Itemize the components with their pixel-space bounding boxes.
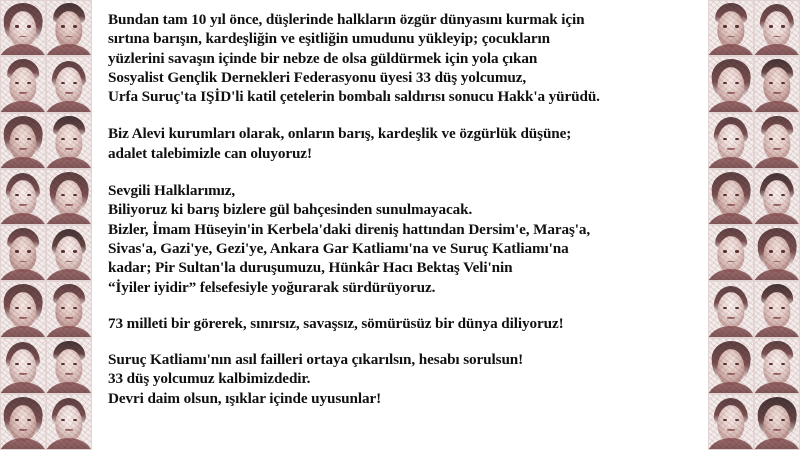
paragraph-1-line-4: Sosyalist Gençlik Dernekleri Federasyonu üyesi 33 düş yolcumuz, <box>108 68 527 86</box>
sketch-texture <box>709 170 753 224</box>
sketch-texture <box>1 114 45 168</box>
portrait-row <box>0 338 92 394</box>
portrait-thumbnail <box>708 169 754 225</box>
statement-text <box>92 0 708 450</box>
paragraph-1-line-3: yüzlerini savaşın içinde bir nebze de olsa güldürmek için yola çıkan <box>108 49 538 67</box>
portrait-row <box>0 56 92 112</box>
portrait-thumbnail <box>46 56 92 112</box>
portrait-thumbnail <box>46 394 92 450</box>
portrait-column-right <box>708 0 800 450</box>
sketch-texture <box>47 395 91 449</box>
portrait-thumbnail <box>708 0 754 56</box>
sketch-texture <box>47 57 91 111</box>
portrait-row <box>708 169 800 225</box>
paragraph-4 <box>108 314 694 333</box>
portrait-thumbnail <box>708 225 754 281</box>
portrait-row <box>0 113 92 169</box>
paragraph-3 <box>108 181 694 297</box>
portrait-row <box>708 56 800 112</box>
paragraph-1-line-1: Bundan tam 10 yıl önce, düşlerinde halkların özgür dünyasını kurmak için <box>108 11 585 28</box>
sketch-texture <box>755 114 799 168</box>
portrait-thumbnail <box>754 169 800 225</box>
sketch-texture <box>1 282 45 336</box>
portrait-thumbnail <box>46 281 92 337</box>
portrait-thumbnail <box>0 169 46 225</box>
portrait-column-left <box>0 0 92 450</box>
sketch-texture <box>709 282 753 336</box>
paragraph-3-line-5: kadar; Pir Sultan'la duruşumuzu, Hünkâr Hacı Bektaş Veli'nin <box>108 259 513 277</box>
sketch-texture <box>1 57 45 111</box>
portrait-row <box>708 394 800 450</box>
sketch-texture <box>1 1 45 55</box>
portrait-thumbnail <box>708 281 754 337</box>
sketch-texture <box>1 339 45 393</box>
sketch-texture <box>1 395 45 449</box>
portrait-row <box>708 281 800 337</box>
portrait-row <box>708 113 800 169</box>
paragraph-3-line-6: “İyiler iyidir” felsefesiyle yoğurarak sürdürüyoruz. <box>108 278 436 296</box>
portrait-thumbnail <box>708 394 754 450</box>
sketch-texture <box>47 226 91 280</box>
sketch-texture <box>1 226 45 280</box>
portrait-thumbnail <box>754 225 800 281</box>
portrait-thumbnail <box>0 0 46 56</box>
portrait-thumbnail <box>754 281 800 337</box>
portrait-thumbnail <box>0 56 46 112</box>
sketch-texture <box>755 226 799 280</box>
sketch-texture <box>755 170 799 224</box>
portrait-row <box>0 225 92 281</box>
portrait-row <box>0 0 92 56</box>
portrait-thumbnail <box>0 281 46 337</box>
sketch-texture <box>755 282 799 336</box>
portrait-thumbnail <box>0 394 46 450</box>
portrait-row <box>708 338 800 394</box>
sketch-texture <box>709 395 753 449</box>
portrait-row <box>708 225 800 281</box>
paragraph-1 <box>108 10 694 106</box>
portrait-thumbnail <box>46 113 92 169</box>
portrait-row <box>0 394 92 450</box>
sketch-texture <box>47 170 91 224</box>
paragraph-5 <box>108 350 694 408</box>
sketch-texture <box>47 339 91 393</box>
paragraph-2 <box>108 124 694 163</box>
paragraph-2-line-2: adalet talebimizle can oluyoruz! <box>108 144 312 162</box>
sketch-texture <box>709 226 753 280</box>
paragraph-1-line-2: sırtına barışın, kardeşliğin ve eşitliğin umudunu yükleyip; çocukların <box>108 30 550 48</box>
portrait-row <box>0 169 92 225</box>
sketch-texture <box>755 1 799 55</box>
portrait-thumbnail <box>754 394 800 450</box>
portrait-thumbnail <box>46 169 92 225</box>
portrait-thumbnail <box>754 338 800 394</box>
sketch-texture <box>47 114 91 168</box>
sketch-texture <box>1 170 45 224</box>
portrait-thumbnail <box>0 338 46 394</box>
portrait-thumbnail <box>754 56 800 112</box>
portrait-row <box>0 281 92 337</box>
sketch-texture <box>47 1 91 55</box>
paragraph-5-line-3: Devri daim olsun, ışıklar içinde uyusunlar! <box>108 389 382 407</box>
sketch-texture <box>47 282 91 336</box>
paragraph-2-line-1: Biz Alevi kurumları olarak, onların barış, kardeşlik ve özgürlük düşüne; <box>108 125 572 143</box>
paragraph-5-line-2: 33 düş yolcumuz kalbimizdedir. <box>108 370 311 388</box>
sketch-texture <box>709 57 753 111</box>
sketch-texture <box>709 1 753 55</box>
portrait-thumbnail <box>46 338 92 394</box>
portrait-thumbnail <box>0 113 46 169</box>
paragraph-1-line-5: Urfa Suruç'ta IŞİD'li katil çetelerin bombalı saldırısı sonucu Hakk'a yürüdü. <box>108 88 600 106</box>
sketch-texture <box>755 339 799 393</box>
portrait-thumbnail <box>46 225 92 281</box>
sketch-texture <box>709 339 753 393</box>
portrait-row <box>708 0 800 56</box>
portrait-thumbnail <box>708 113 754 169</box>
portrait-thumbnail <box>708 338 754 394</box>
portrait-thumbnail <box>754 0 800 56</box>
portrait-thumbnail <box>754 113 800 169</box>
paragraph-5-line-1: Suruç Katliamı'nın asıl failleri ortaya çıkarılsın, hesabı sorulsun! <box>108 351 524 369</box>
paragraph-3-line-4: Sivas'a, Gazi'ye, Gezi'ye, Ankara Gar Katliamı'na ve Suruç Katliamı'na <box>108 239 569 257</box>
sketch-texture <box>755 395 799 449</box>
portrait-thumbnail <box>46 0 92 56</box>
sketch-texture <box>755 57 799 111</box>
sketch-texture <box>709 114 753 168</box>
portrait-thumbnail <box>708 56 754 112</box>
paragraph-3-line-3: Bizler, İmam Hüseyin'in Kerbela'daki direniş hattından Dersim'e, Maraş'a, <box>108 220 591 238</box>
portrait-thumbnail <box>0 225 46 281</box>
paragraph-4-line-1: 73 milleti bir görerek, sınırsız, savaşsız, sömürüsüz bir dünya diliyoruz! <box>108 314 564 332</box>
paragraph-3-line-1: Sevgili Halklarımız, <box>108 182 236 200</box>
paragraph-3-line-2: Biliyoruz ki barış bizlere gül bahçesinden sunulmayacak. <box>108 201 473 219</box>
